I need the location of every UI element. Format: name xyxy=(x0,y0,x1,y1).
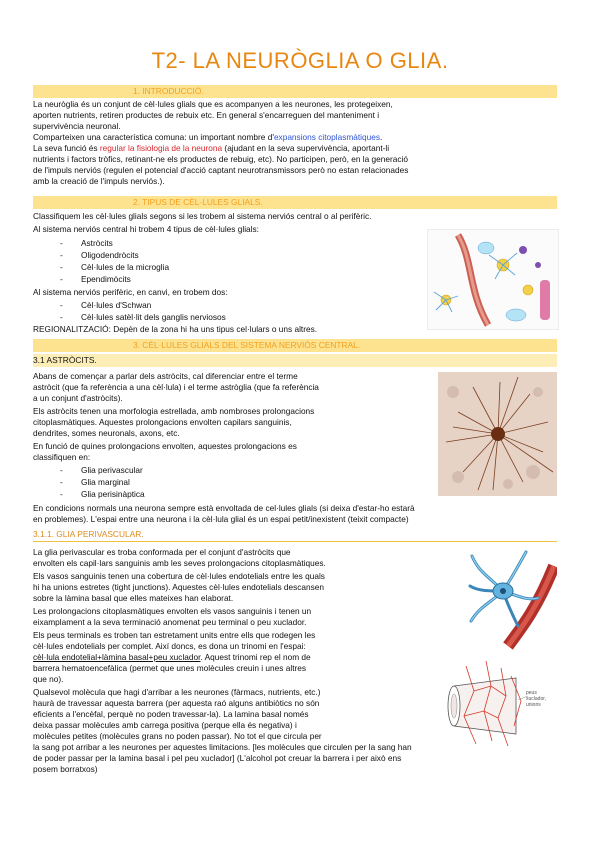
list-item: Cèl·lules satèl·lit dels ganglis nerviosos xyxy=(81,312,226,322)
astro-line: En funció de quines prolongacions envolten, aquestes prolongacions es xyxy=(33,441,297,451)
section-bar-cns: 3. CÈL·LULES GLIALS DEL SISTEMA NERVIÓS CENTRAL. xyxy=(33,339,557,352)
types-line: Al sistema nerviós perifèric, en canvi, en trobem dos: xyxy=(33,287,228,297)
section-bar-types: 2. TIPUS DE CÈL·LULES GLIALS. xyxy=(33,196,557,209)
intro-line: Comparteixen una característica comuna: un important nombre d'expansions citoplasmàtiques. xyxy=(33,132,383,142)
peri-line: sobre la làmina basal que elles mateixes han elaborat. xyxy=(33,593,234,603)
peri-line: la sang pot arribar a les neurones per aquestes limitacions. [les molècules que circulen per la sang han xyxy=(33,742,412,752)
list-item: Cèl·lules de la microglia xyxy=(81,262,170,272)
astrocyte-micrograph xyxy=(438,372,557,496)
peri-line: La glia perivascular es troba conformada per el conjunt d'astròcits que xyxy=(33,547,291,557)
list-item: Ependimòcits xyxy=(81,274,131,284)
peri-line: cèl·lula endotelial+làmina basal+peu xuclador. Aquest trinomi rep el nom de xyxy=(33,652,311,662)
peri-line: posem borratxos) xyxy=(33,764,98,774)
astro-line: a un conjunt d'astròcits). xyxy=(33,393,123,403)
blood-vessel-diagram xyxy=(446,656,557,749)
section-bar-intro: 1. INTRODUCCIÓ. xyxy=(33,85,557,98)
astro-line: citoplasmàtiques. Aquestes prolongacions envolten capilars sanguinis, xyxy=(33,417,292,427)
trinomi-text: cèl·lula endotelial+làmina basal+peu xuclador xyxy=(33,652,201,662)
list-item: Glia perisinàptica xyxy=(81,489,145,499)
astro-line: dendrites, somes neuronals, axons, etc. xyxy=(33,428,180,438)
list-item: Astròcits xyxy=(81,238,113,248)
peri-line: haurà de travessar aquesta barrera (per aquesta raó alguns antibiòtics no són xyxy=(33,698,320,708)
intro-line: supervivència neuronal. xyxy=(33,121,121,131)
peri-line: envolten els capil·lars sanguinis amb les seves prolongacions citoplasmàtiques. xyxy=(33,558,326,568)
intro-line: de l'impuls nerviós (regulen el potencial d'acció captant neurotransmissors però no estan relacionades xyxy=(33,165,409,175)
intro-line: La seva funció és regular la fisiologia de la neurona (ajudant en la seva supervivència, aportant-li xyxy=(33,143,390,153)
figure-label: peus xuclador, unions xyxy=(526,690,547,708)
peri-line: cèl·lules endotelials per complet. Així doncs, es dona un trinomi en l'espai: xyxy=(33,641,306,651)
peri-line: Els peus terminals es troben tan estretament units entre ells que rodegen les xyxy=(33,630,316,640)
peri-line: Les prolongacions citoplasmàtiques envolten els vasos sanguinis i tenen un xyxy=(33,606,312,616)
list-item: Cèl·lules d'Schwan xyxy=(81,300,152,310)
astro-line: classifiquen en: xyxy=(33,452,91,462)
list-item: Oligodendròcits xyxy=(81,250,139,260)
intro-line: amb la creació de l'impuls nerviós.). xyxy=(33,176,165,186)
subsection-heading-perivascular: 3.1.1. GLIA PERIVASCULAR. xyxy=(33,528,557,542)
highlight-text: regular la fisiologia de la neurona xyxy=(99,143,223,153)
peri-line: Qualsevol molècula que hagi d'arribar a les neurones (fàrmacs, nutrients, etc.) xyxy=(33,687,321,697)
glial-cells-diagram xyxy=(427,229,559,330)
peri-line: molècules petites (molècules grans no poden passar). No tot el que circula per xyxy=(33,731,322,741)
astro-line: Abans de començar a parlar dels astròcits, cal diferenciar entre el terme xyxy=(33,371,298,381)
intro-line: aporten nutrients, retiren productes de rebuix etc. En general s'encarreguen del manteniment i xyxy=(33,110,380,120)
peri-line: que no). xyxy=(33,674,64,684)
list-item: Glia perivascular xyxy=(81,465,143,475)
astro-line: Els astròcits tenen una morfologia estrellada, amb nombroses prolongacions xyxy=(33,406,315,416)
astro-line: en problemes). L'espai entre una neurona i la cèl·lula glial és un espai petit/inexistent (teixit compacte) xyxy=(33,514,409,524)
intro-line: nutrients i factors tròfics, retinant-ne els productes de rebuig, etc). No participen, però, en la generació xyxy=(33,154,408,164)
peri-line: de poder passar per la lamina basal i pel peu xuclador] (L'alcohol pot creuar la barrera i per això ens xyxy=(33,753,402,763)
types-line: REGIONALITZACIÓ: Depèn de la zona hi ha uns tipus cel·lulars o uns altres. xyxy=(33,324,318,334)
peri-line: Els vasos sanguinis tenen una cobertura de cèl·lules endotelials entre les quals xyxy=(33,571,325,581)
intro-line: La neuròglia és un conjunt de cèl·lules glials que es acompanyen a les neurones, les protegeixen, xyxy=(33,99,393,109)
perivascular-astrocyte-illustration xyxy=(468,546,557,650)
types-line: Al sistema nerviós central hi trobem 4 tipus de cèl·lules glials: xyxy=(33,224,259,234)
astro-line: astròcit (que fa referència a una cèl·lula) i el terme astròglia (que fa referència xyxy=(33,382,319,392)
peri-line: eficients a l'encèfal, perquè no poden travessar-la). La lamina basal només xyxy=(33,709,309,719)
types-line: Classifiquem les cèl·lules glials segons si les trobem al sistema nerviós central o al perifèric. xyxy=(33,211,372,221)
page-title: T2- LA NEURÒGLIA O GLIA. xyxy=(151,48,449,73)
astro-line: En condicions normals una neurona sempre està envoltada de cel·lules glials (si deixa d'estar-ho estarà xyxy=(33,503,415,513)
peri-line: eixamplament a la seva terminació anomenat peu terminal o peu xuclador. xyxy=(33,617,307,627)
peri-line: deixa passar molècules amb carrega positiva (perque ella és negativa) i xyxy=(33,720,297,730)
peri-line: barrera hematoencefàlica (permet que unes molècules creuin i unes altres xyxy=(33,663,307,673)
list-item: Glia marginal xyxy=(81,477,130,487)
subsection-bar-astrocytes: 3.1 ASTRÒCITS. xyxy=(33,354,557,367)
highlight-text: expansions citoplasmàtiques xyxy=(273,132,381,142)
peri-line: hi ha unions estretes (tight junctions). Aquestes cèl·lules endotelials descansen xyxy=(33,582,325,592)
